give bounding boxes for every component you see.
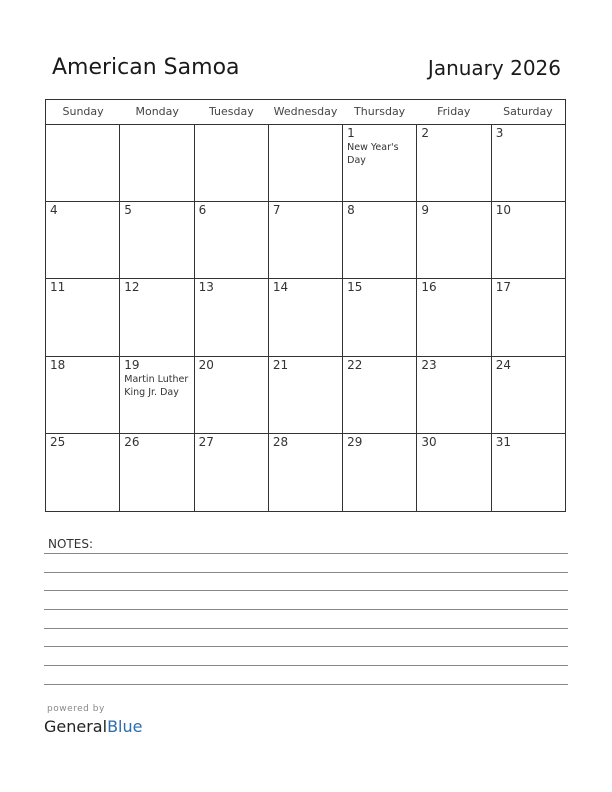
day-cell-10[interactable]	[492, 202, 565, 278]
day-number: 27	[198, 434, 214, 449]
day-cell-empty[interactable]	[46, 125, 120, 201]
day-number: 5	[124, 203, 132, 218]
note-line	[44, 553, 568, 554]
day-grid	[46, 125, 565, 511]
country-title: American Samoa	[52, 55, 240, 80]
day-cell-7[interactable]	[269, 202, 343, 278]
day-cell-23[interactable]	[417, 357, 491, 433]
day-number: 16	[421, 280, 437, 295]
day-cell-18[interactable]	[46, 357, 120, 433]
day-cell-19[interactable]	[120, 357, 194, 433]
day-number: 21	[272, 357, 289, 372]
day-number: 12	[124, 280, 140, 295]
week-row	[46, 279, 565, 356]
day-cell-5[interactable]	[120, 202, 194, 278]
day-number: 28	[272, 434, 289, 449]
day-number: 31	[495, 434, 511, 449]
weekday-friday: Friday	[437, 105, 471, 118]
day-cell-22[interactable]	[343, 357, 417, 433]
day-number: 26	[124, 434, 140, 449]
day-cell-16[interactable]	[417, 279, 491, 355]
day-number: 19	[124, 357, 140, 372]
day-number: 24	[495, 357, 511, 372]
note-line	[44, 590, 568, 591]
day-number: 6	[198, 203, 207, 218]
weekday-monday: Monday	[135, 105, 179, 118]
day-cell-20[interactable]	[195, 357, 269, 433]
day-number: 1	[347, 126, 355, 140]
generalblue-logo[interactable]	[44, 717, 142, 736]
day-number: 14	[272, 280, 289, 295]
week-row	[46, 434, 565, 511]
day-number: 25	[50, 434, 66, 449]
day-number: 10	[495, 203, 511, 218]
day-number: 11	[50, 280, 66, 295]
weekday-header	[46, 100, 565, 125]
day-cell-1[interactable]	[343, 125, 417, 201]
day-cell-9[interactable]	[417, 202, 491, 278]
note-line	[44, 609, 568, 610]
notes-label: NOTES:	[48, 537, 93, 551]
holiday-label: New Year's Day	[347, 142, 399, 166]
day-number: 13	[198, 280, 214, 295]
day-cell-11[interactable]	[46, 279, 120, 355]
day-cell-28[interactable]	[269, 434, 343, 511]
day-cell-14[interactable]	[269, 279, 343, 355]
day-number: 23	[421, 357, 437, 372]
brand-general: General	[44, 717, 108, 736]
day-cell-6[interactable]	[195, 202, 269, 278]
weekday-saturday: Saturday	[503, 105, 553, 118]
weekday-sunday: Sunday	[62, 105, 104, 118]
day-number: 29	[347, 434, 363, 449]
day-number: 3	[495, 126, 504, 140]
day-cell-31[interactable]	[492, 434, 565, 511]
day-number: 9	[421, 203, 430, 218]
weekday-wednesday: Wednesday	[273, 105, 338, 118]
holiday-label: Martin Luther King Jr. Day	[124, 373, 189, 398]
week-row	[46, 202, 565, 279]
day-cell-29[interactable]	[343, 434, 417, 511]
note-line	[44, 572, 568, 573]
brand-blue: Blue	[107, 717, 143, 736]
note-line	[44, 665, 568, 666]
day-number: 15	[347, 280, 363, 295]
note-line	[44, 646, 568, 647]
day-number: 30	[421, 434, 437, 449]
day-cell-12[interactable]	[120, 279, 194, 355]
day-number: 18	[50, 357, 66, 372]
day-cell-15[interactable]	[343, 279, 417, 355]
day-number: 4	[50, 203, 58, 218]
week-row	[46, 125, 565, 202]
day-number: 2	[421, 126, 430, 140]
day-number: 7	[272, 203, 281, 218]
day-cell-30[interactable]	[417, 434, 491, 511]
powered-by-text: powered by	[47, 704, 105, 714]
day-cell-3[interactable]	[492, 125, 565, 201]
day-number: 20	[198, 357, 214, 372]
day-cell-8[interactable]	[343, 202, 417, 278]
day-number: 17	[495, 280, 511, 295]
day-cell-27[interactable]	[195, 434, 269, 511]
day-cell-4[interactable]	[46, 202, 120, 278]
weekday-tuesday: Tuesday	[208, 105, 254, 118]
day-cell-empty[interactable]	[195, 125, 269, 201]
week-row	[46, 357, 565, 434]
day-cell-26[interactable]	[120, 434, 194, 511]
month-year-title: January 2026	[427, 56, 561, 80]
day-cell-24[interactable]	[492, 357, 565, 433]
day-cell-empty[interactable]	[120, 125, 194, 201]
day-cell-empty[interactable]	[269, 125, 343, 201]
note-line	[44, 628, 568, 629]
weekday-thursday: Thursday	[354, 105, 406, 118]
note-line	[44, 684, 568, 685]
day-number: 8	[347, 203, 355, 218]
day-cell-13[interactable]	[195, 279, 269, 355]
day-cell-17[interactable]	[492, 279, 565, 355]
day-cell-25[interactable]	[46, 434, 120, 511]
day-number: 22	[347, 357, 363, 372]
day-cell-2[interactable]	[417, 125, 491, 201]
calendar-grid	[45, 99, 566, 512]
day-cell-21[interactable]	[269, 357, 343, 433]
